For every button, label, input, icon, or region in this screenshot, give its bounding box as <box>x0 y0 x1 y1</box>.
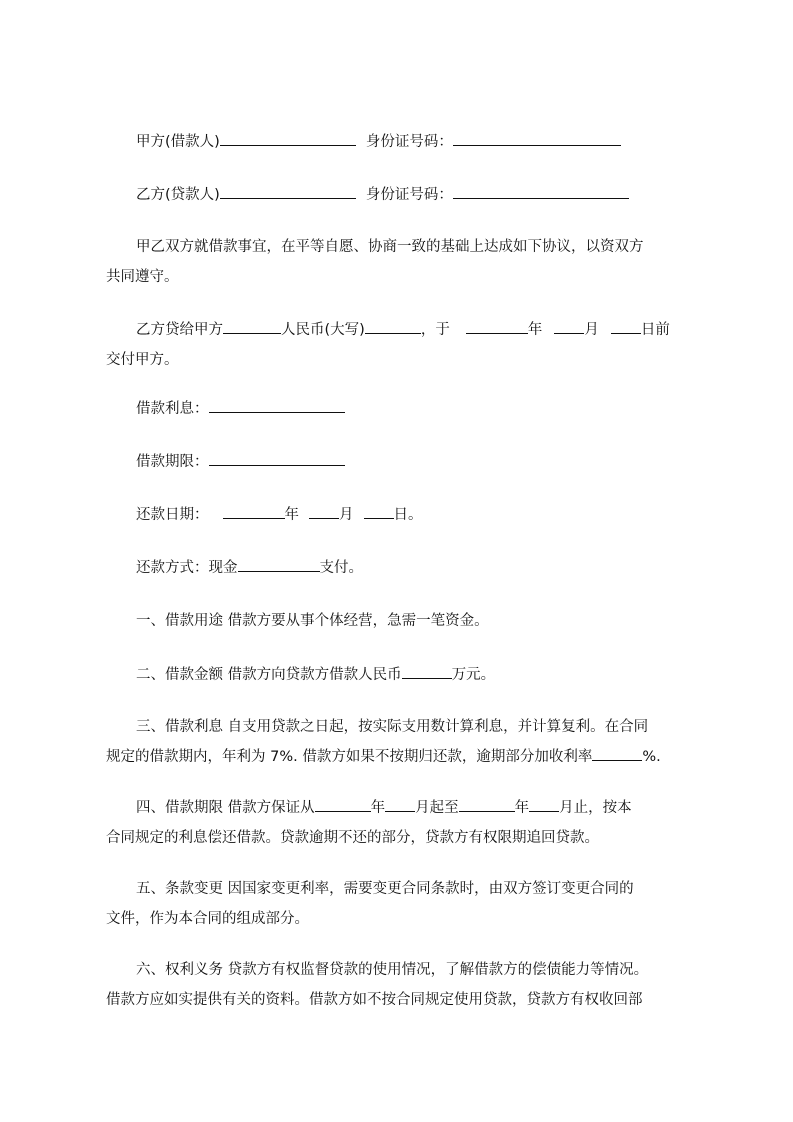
clause-1 <box>136 611 706 631</box>
delivery-part1: 乙方贷给甲方 <box>136 322 223 338</box>
delivery-part2: 人民币(大写) <box>281 322 365 338</box>
clause-4-line-2: 合同规定的利息偿还借款。贷款逾期不还的部分，贷款方有权限期追回贷款。 <box>106 830 599 846</box>
repay-month-blank[interactable] <box>309 504 339 519</box>
delivery-line-2: 交付甲方。 <box>106 352 179 368</box>
clause-3 <box>106 712 702 772</box>
clause-5 <box>106 874 702 934</box>
party-a-name-blank[interactable] <box>220 131 356 146</box>
delivery-part3: ，于 <box>420 322 450 338</box>
party-b-label: 乙方(贷款人) <box>136 187 220 203</box>
clause-3-line-2-part2: %. <box>642 749 661 765</box>
clause-3-rate-blank[interactable] <box>592 746 642 761</box>
clause-4-year1: 年 <box>370 800 386 816</box>
repay-date-line <box>136 504 706 525</box>
delivery-line-1 <box>106 315 702 345</box>
delivery-month-blank[interactable] <box>554 319 584 334</box>
clause-2 <box>136 664 706 685</box>
interest-field-label: 借款利息： <box>136 401 209 417</box>
clause-4-month2: 月止，按本 <box>559 800 632 816</box>
clause-6-line-2: 借款方应如实提供有关的资料。借款方如不按合同规定使用贷款，贷款方有权收回部 <box>106 992 643 1008</box>
clause-4-start-month-blank[interactable] <box>385 797 415 812</box>
clause-4-part1: 四、借款期限 借款方保证从 <box>136 800 315 816</box>
repay-day-blank[interactable] <box>364 504 394 519</box>
interest-field-line <box>136 398 706 419</box>
party-a-label: 甲方(借款人) <box>136 134 220 150</box>
clause-6 <box>106 955 702 1015</box>
clause-4-month1: 月起至 <box>415 800 459 816</box>
party-a-line <box>136 131 706 152</box>
party-b-id-blank[interactable] <box>453 184 629 199</box>
party-a-id-blank[interactable] <box>453 131 621 146</box>
clause-6-line-1: 六、权利义务 贷款方有权监督贷款的使用情况，了解借款方的偿债能力等情况。 <box>136 962 649 978</box>
party-b-line <box>136 184 706 205</box>
clause-1-text: 一、借款用途 借款方要从事个体经营，急需一笔资金。 <box>136 613 489 629</box>
clause-3-line-2 <box>106 742 702 772</box>
term-field-label: 借款期限： <box>136 454 209 470</box>
clause-4-line-1 <box>106 793 702 823</box>
delivery-year-label: 年 <box>527 322 543 338</box>
repay-date-label: 还款日期： <box>136 507 209 523</box>
clause-4-end-month-blank[interactable] <box>529 797 559 812</box>
repay-day-label: 日。 <box>393 507 423 523</box>
delivery-year-blank[interactable] <box>466 319 528 334</box>
party-a-id-label: 身份证号码： <box>365 134 453 150</box>
loan-amount-capital-blank[interactable] <box>365 319 421 334</box>
repay-year-blank[interactable] <box>223 504 285 519</box>
repay-month-label: 月 <box>339 507 354 523</box>
term-field-line <box>136 451 706 472</box>
repay-method-line <box>136 557 706 578</box>
delivery-month-label: 月 <box>584 322 599 338</box>
term-field-blank[interactable] <box>209 451 345 466</box>
clause-3-line-1: 三、借款利息 自支用贷款之日起，按实际支用数计算利息，并计算复利。在合同 <box>136 719 649 735</box>
delivery-day-blank[interactable] <box>611 319 641 334</box>
clause-3-line-2-part1: 规定的借款期内，年利为 7%. 借款方如果不按期归还款，逾期部分加收利率 <box>106 749 593 765</box>
repay-method-label: 还款方式：现金 <box>136 560 238 576</box>
repay-year-label: 年 <box>284 507 299 523</box>
loan-amount-blank[interactable] <box>223 319 281 334</box>
party-b-name-blank[interactable] <box>220 184 356 199</box>
clause-2-part1: 二、借款金额 借款方向贷款方借款人民币 <box>136 667 402 683</box>
repay-method-suffix: 支付。 <box>319 560 363 576</box>
clause-5-line-1: 五、条款变更 因国家变更利率，需要变更合同条款时，由双方签订变更合同的 <box>136 881 634 897</box>
intro-line-2: 共同遵守。 <box>106 269 179 285</box>
party-b-id-label: 身份证号码： <box>365 187 453 203</box>
delivery-paragraph <box>106 315 702 375</box>
repay-method-blank[interactable] <box>238 557 320 572</box>
clause-4 <box>106 793 702 853</box>
clause-4-end-year-blank[interactable] <box>459 797 515 812</box>
clause-2-amount-blank[interactable] <box>402 664 452 679</box>
clause-5-line-2: 文件，作为本合同的组成部分。 <box>106 911 309 927</box>
interest-field-blank[interactable] <box>209 398 345 413</box>
clause-4-year2: 年 <box>514 800 530 816</box>
clause-4-start-year-blank[interactable] <box>315 797 371 812</box>
intro-line-1: 甲乙双方就借款事宜，在平等自愿、协商一致的基础上达成如下协议，以资双方 <box>136 239 644 255</box>
clause-2-part2: 万元。 <box>451 667 496 683</box>
intro-paragraph <box>106 232 702 292</box>
delivery-day-label: 日前 <box>640 322 670 338</box>
